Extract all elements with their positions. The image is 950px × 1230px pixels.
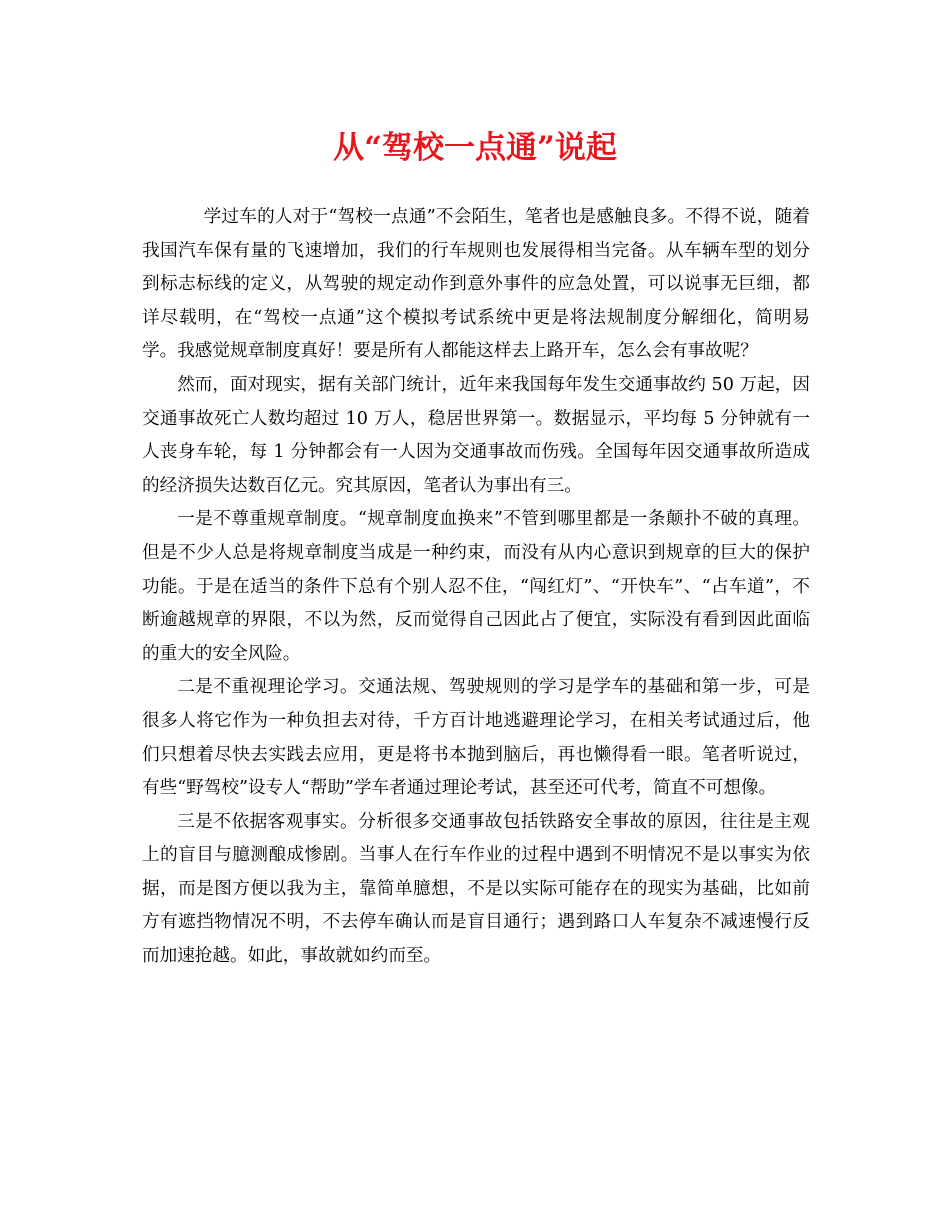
paragraph-4: 二是不重视理论学习。交通法规、驾驶规则的学习是学车的基础和第一步，可是很多人将它作为一种负担去对待，千方百计地逃避理论学习，在相关考试通过后，他们只想着尽快去实践去应用，更是将书本抛到脑后，再也懒得看一眼。笔者听说过，有些“野驾校”设专人“帮助”学车者通过理论考试，甚至还可代考，简直不可想像。 bbox=[142, 677, 810, 799]
paragraph-5: 三是不依据客观事实。分析很多交通事故包括铁路安全事故的原因，往往是主观上的盲目与臆测酿成惨剧。当事人在行车作业的过程中遇到不明情况不是以事实为依据，而是图方便以我为主，靠简单臆想，不是以实际可能存在的现实为基础，比如前方有遮挡物情况不明，不去停车确认而是盲目通行；遇到路口人车复杂不减速慢行反而加速抢越。如此，事故就如约而至。 bbox=[142, 811, 810, 967]
paragraph-2: 然而，面对现实，据有关部门统计，近年来我国每年发生交通事故约 50 万起，因交通事故死亡人数均超过 10 万人，稳居世界第一。数据显示，平均每 5 分钟就有一人丧身车轮，每 1 分钟都会有一人因为交通事故而伤残。全国每年因交通事故所造成的经济损失达数百亿元。究其原因，笔者认为事出有三。 bbox=[142, 374, 810, 496]
paragraph-1: 学过车的人对于“驾校一点通”不会陌生，笔者也是感触良多。不得不说，随着我国汽车保有量的飞速增加，我们的行车规则也发展得相当完备。从车辆车型的划分到标志标线的定义，从驾驶的规定动作到意外事件的应急处置，可以说事无巨细，都详尽载明，在“驾校一点通”这个模拟考试系统中更是将法规制度分解细化，简明易学。我感觉规章制度真好！要是所有人都能这样去上路开车，怎么会有事故呢？ bbox=[142, 207, 810, 362]
paragraph-3: 一是不尊重规章制度。“规章制度血换来”不管到哪里都是一条颠扑不破的真理。但是不少人总是将规章制度当成是一种约束，而没有从内心意识到规章的巨大的保护功能。于是在适当的条件下总有个别人忍不住，“闯红灯”、“开快车”、“占车道”，不断逾越规章的界限，不以为然，反而觉得自己因此占了便宜，实际没有看到因此面临的重大的安全风险。 bbox=[142, 509, 810, 664]
document-title: 从“驾校一点通”说起 bbox=[333, 130, 617, 166]
document-body bbox=[142, 201, 810, 974]
